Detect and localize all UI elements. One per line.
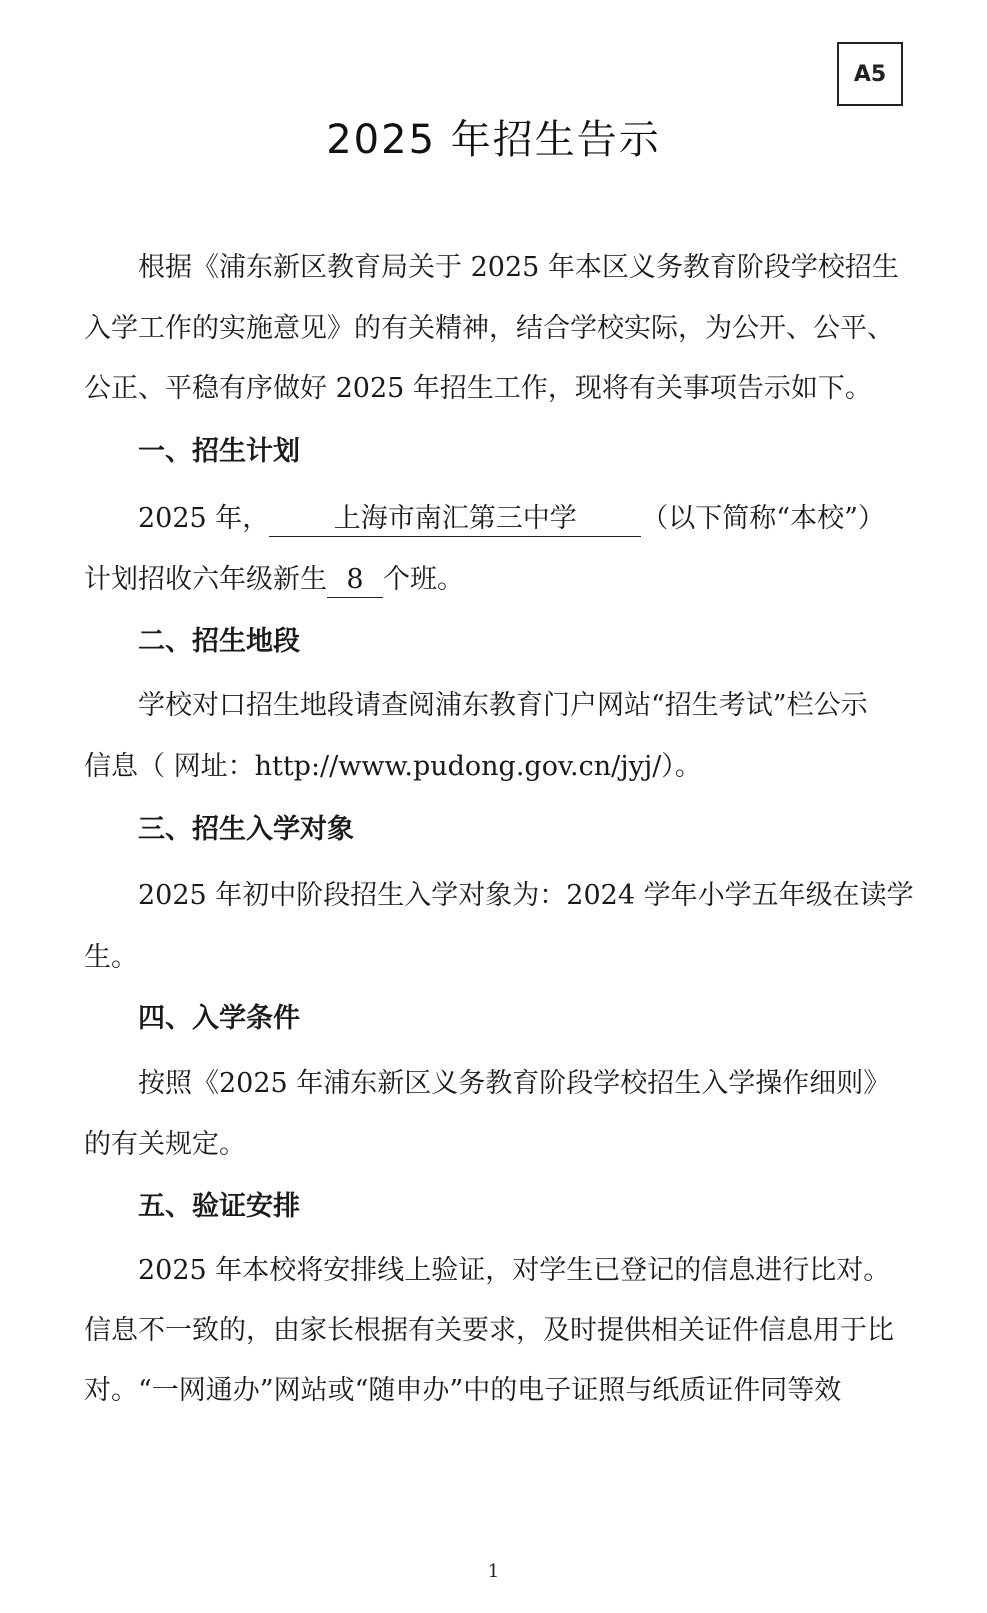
school-name-blank: 上海市南汇第三中学 (269, 502, 641, 537)
section-1-line-1 (138, 499, 885, 539)
section-5-line-3: 对。“一网通办”网站或“随申办”中的电子证照与纸质证件同等效 (84, 1375, 842, 1406)
section-5-heading: 五、验证安排 (138, 1191, 300, 1222)
section-5-line-1: 2025 年本校将安排线上验证，对学生已登记的信息进行比对。 (138, 1255, 891, 1286)
section-5-line-2: 信息不一致的，由家长根据有关要求，及时提供相关证件信息用于比 (84, 1315, 894, 1346)
section-2-line-2: 信息（ 网址：http://www.pudong.gov.cn/jyj/）。 (84, 751, 702, 782)
intro-line-1: 根据《浦东新区教育局关于 2025 年本区义务教育阶段学校招生 (138, 252, 899, 283)
section-3-heading: 三、招生入学对象 (138, 814, 354, 845)
section-4-line-1: 按照《2025 年浦东新区义务教育阶段学校招生入学操作细则》 (138, 1068, 891, 1099)
document-title: 2025 年招生告示 (326, 117, 661, 163)
section-3-line-2: 生。 (84, 942, 138, 973)
section-4-heading: 四、入学条件 (138, 1003, 300, 1034)
document-tag-box: A5 (837, 42, 903, 106)
section-1-line-2 (84, 560, 464, 600)
section-1-plan-prefix: 计划招收六年级新生 (84, 564, 327, 595)
page-number: 1 (487, 1561, 500, 1582)
section-1-heading: 一、招生计划 (138, 436, 300, 467)
intro-line-3: 公正、平稳有序做好 2025 年招生工作，现将有关事项告示如下。 (84, 373, 872, 404)
section-1-year-prefix: 2025 年， (138, 503, 270, 534)
section-2-heading: 二、招生地段 (138, 626, 300, 657)
section-1-abbrev-note: （以下简称“本校”） (641, 503, 885, 534)
class-count-blank: 8 (327, 563, 383, 598)
section-1-plan-suffix: 个班。 (383, 564, 464, 595)
section-3-line-1: 2025 年初中阶段招生入学对象为：2024 学年小学五年级在读学 (138, 880, 914, 911)
section-4-line-2: 的有关规定。 (84, 1129, 246, 1160)
section-2-line-1: 学校对口招生地段请查阅浦东教育门户网站“招生考试”栏公示 (138, 690, 868, 721)
intro-line-2: 入学工作的实施意见》的有关精神，结合学校实际，为公开、公平、 (84, 313, 894, 344)
